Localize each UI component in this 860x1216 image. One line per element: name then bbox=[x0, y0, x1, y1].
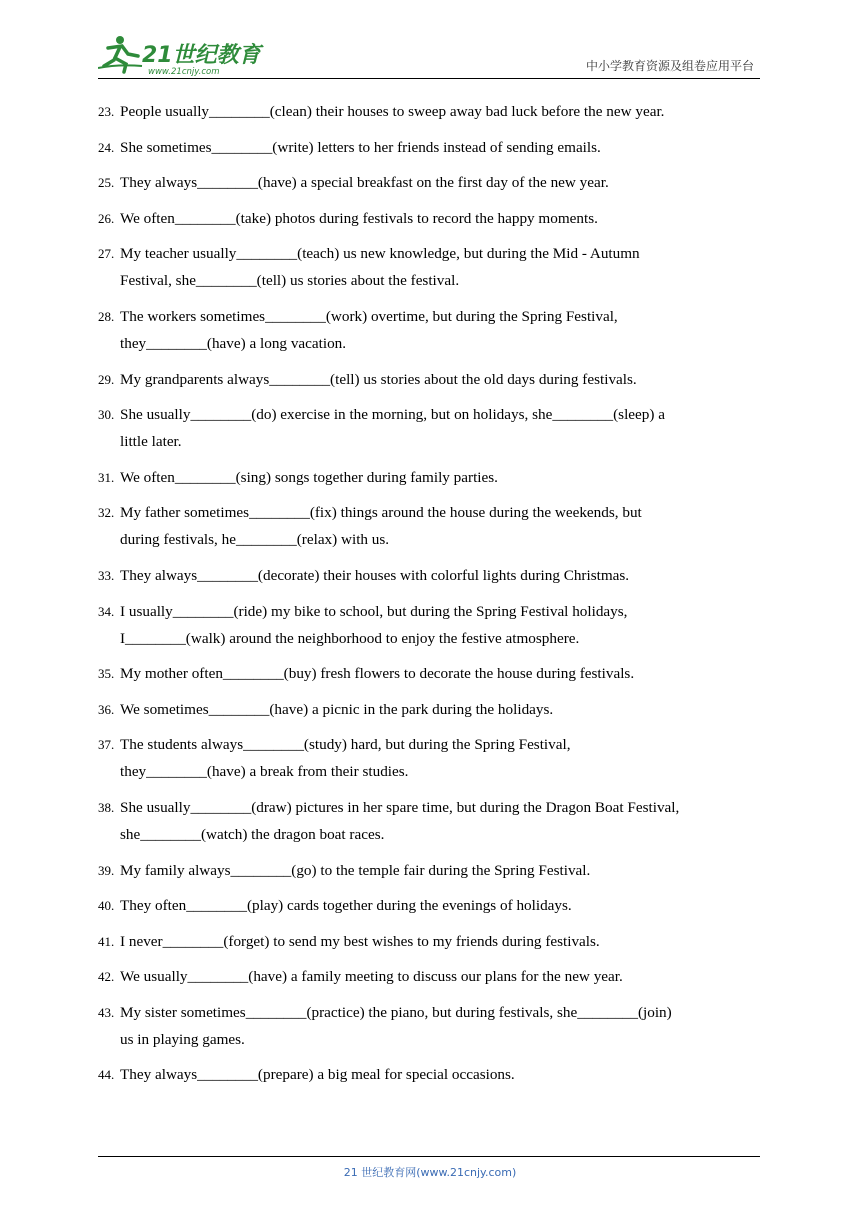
item-text-line: They always________(decorate) their houses with colorful lights during Christmas. bbox=[120, 566, 630, 584]
exercise-item bbox=[98, 857, 764, 884]
item-text-line: The students always________(study) hard, but during the Spring Festival, bbox=[120, 736, 571, 754]
item-text-line: People usually________(clean) their houses to sweep away bad luck before the new year. bbox=[120, 103, 665, 120]
item-number: 35. bbox=[98, 666, 115, 682]
item-number: 41. bbox=[98, 933, 115, 949]
exercise-item bbox=[98, 963, 764, 990]
item-number: 25. bbox=[98, 175, 115, 191]
item-number: 38. bbox=[98, 799, 115, 815]
page-header bbox=[98, 30, 760, 79]
item-text-line: little later. bbox=[120, 433, 182, 451]
exercise-item bbox=[98, 928, 764, 955]
item-text-line: I________(walk) around the neighborhood to enjoy the festive atmosphere. bbox=[120, 629, 580, 647]
exercise-item bbox=[98, 464, 764, 491]
item-text-line: they________(have) a break from their studies. bbox=[120, 763, 409, 781]
item-number: 40. bbox=[98, 898, 115, 914]
item-number: 39. bbox=[98, 862, 115, 878]
item-text-line: Festival, she________(tell) us stories about the festival. bbox=[120, 272, 460, 290]
exercise-item bbox=[98, 499, 764, 553]
item-number: 44. bbox=[98, 1067, 115, 1083]
item-number: 28. bbox=[98, 308, 115, 324]
logo-21cnjy bbox=[98, 34, 268, 76]
item-text-line: They always________(prepare) a big meal for special occasions. bbox=[120, 1066, 515, 1084]
item-text-line: They often________(play) cards together during the evenings of holidays. bbox=[120, 897, 572, 915]
exercise-item bbox=[98, 598, 764, 652]
exercise-item bbox=[98, 999, 764, 1053]
item-text-line: We usually________(have) a family meeting to discuss our plans for the new year. bbox=[120, 968, 623, 986]
item-number: 30. bbox=[98, 407, 115, 423]
exercise-item bbox=[98, 303, 764, 357]
exercise-item bbox=[98, 892, 764, 919]
item-number: 33. bbox=[98, 567, 115, 583]
item-text-line: I usually________(ride) my bike to school, but during the Spring Festival holidays, bbox=[120, 602, 628, 620]
exercise-item bbox=[98, 731, 764, 785]
item-text-line: she________(watch) the dragon boat races. bbox=[120, 825, 385, 843]
exercise-item bbox=[98, 1061, 764, 1088]
item-text-line: I never________(forget) to send my best wishes to my friends during festivals. bbox=[120, 932, 600, 950]
item-text-line: We sometimes________(have) a picnic in the park during the holidays. bbox=[120, 700, 554, 718]
exercise-list bbox=[98, 98, 764, 1097]
item-text-line: We often________(sing) songs together during family parties. bbox=[120, 468, 498, 486]
item-text-line: they________(have) a long vacation. bbox=[120, 334, 347, 352]
item-text-line: us in playing games. bbox=[120, 1030, 245, 1048]
exercise-item bbox=[98, 134, 764, 161]
item-text-line: She usually________(do) exercise in the morning, but on holidays, she________(sleep) a bbox=[120, 406, 665, 424]
item-text-line: She usually________(draw) pictures in her spare time, but during the Dragon Boat Festival, bbox=[120, 798, 680, 816]
svg-text:www.21cnjy.com: www.21cnjy.com bbox=[148, 67, 220, 76]
item-text-line: My mother often________(buy) fresh flowers to decorate the house during festivals. bbox=[120, 665, 635, 683]
footer-text: 21 世纪教育网(www.21cnjy.com) bbox=[343, 1166, 517, 1179]
exercise-item bbox=[98, 366, 764, 393]
item-number: 43. bbox=[98, 1004, 115, 1020]
item-number: 37. bbox=[98, 737, 115, 753]
item-text-line: My father sometimes________(fix) things around the house during the weekends, but bbox=[120, 504, 642, 522]
item-text-line: My sister sometimes________(practice) the piano, but during festivals, she________(join) bbox=[120, 1003, 672, 1021]
exercise-item bbox=[98, 240, 764, 294]
item-text-line: She sometimes________(write) letters to her friends instead of sending emails. bbox=[120, 138, 601, 156]
exercise-item bbox=[98, 401, 764, 455]
item-number: 42. bbox=[98, 969, 115, 985]
item-text-line: My family always________(go) to the temple fair during the Spring Festival. bbox=[120, 861, 591, 879]
item-text-line: We often________(take) photos during festivals to record the happy moments. bbox=[120, 209, 598, 227]
exercise-item bbox=[98, 696, 764, 723]
item-number: 34. bbox=[98, 603, 115, 619]
item-number: 31. bbox=[98, 469, 115, 485]
exercise-item bbox=[98, 794, 764, 848]
item-number: 26. bbox=[98, 210, 115, 226]
exercise-item bbox=[98, 660, 764, 687]
item-text-line: My grandparents always________(tell) us stories about the old days during festivals. bbox=[120, 370, 637, 388]
item-number: 23. bbox=[98, 104, 115, 119]
item-text-line: They always________(have) a special breakfast on the first day of the new year. bbox=[120, 174, 609, 192]
exercise-item bbox=[98, 205, 764, 232]
svg-text:21世纪教育: 21世纪教育 bbox=[142, 43, 261, 68]
exercise-item bbox=[98, 98, 764, 125]
item-text-line: The workers sometimes________(work) overtime, but during the Spring Festival, bbox=[120, 307, 618, 325]
item-number: 36. bbox=[98, 701, 115, 717]
item-text-line: during festivals, he________(relax) with us. bbox=[120, 531, 390, 549]
exercise-item bbox=[98, 169, 764, 196]
item-text-line: My teacher usually________(teach) us new knowledge, but during the Mid - Autumn bbox=[120, 245, 640, 263]
item-number: 29. bbox=[98, 371, 115, 387]
exercise-item bbox=[98, 562, 764, 589]
footer-divider bbox=[98, 1156, 760, 1157]
item-number: 24. bbox=[98, 139, 115, 155]
item-number: 32. bbox=[98, 505, 115, 521]
platform-title: 中小学教育资源及组卷应用平台 bbox=[585, 59, 754, 73]
item-number: 27. bbox=[98, 246, 115, 262]
